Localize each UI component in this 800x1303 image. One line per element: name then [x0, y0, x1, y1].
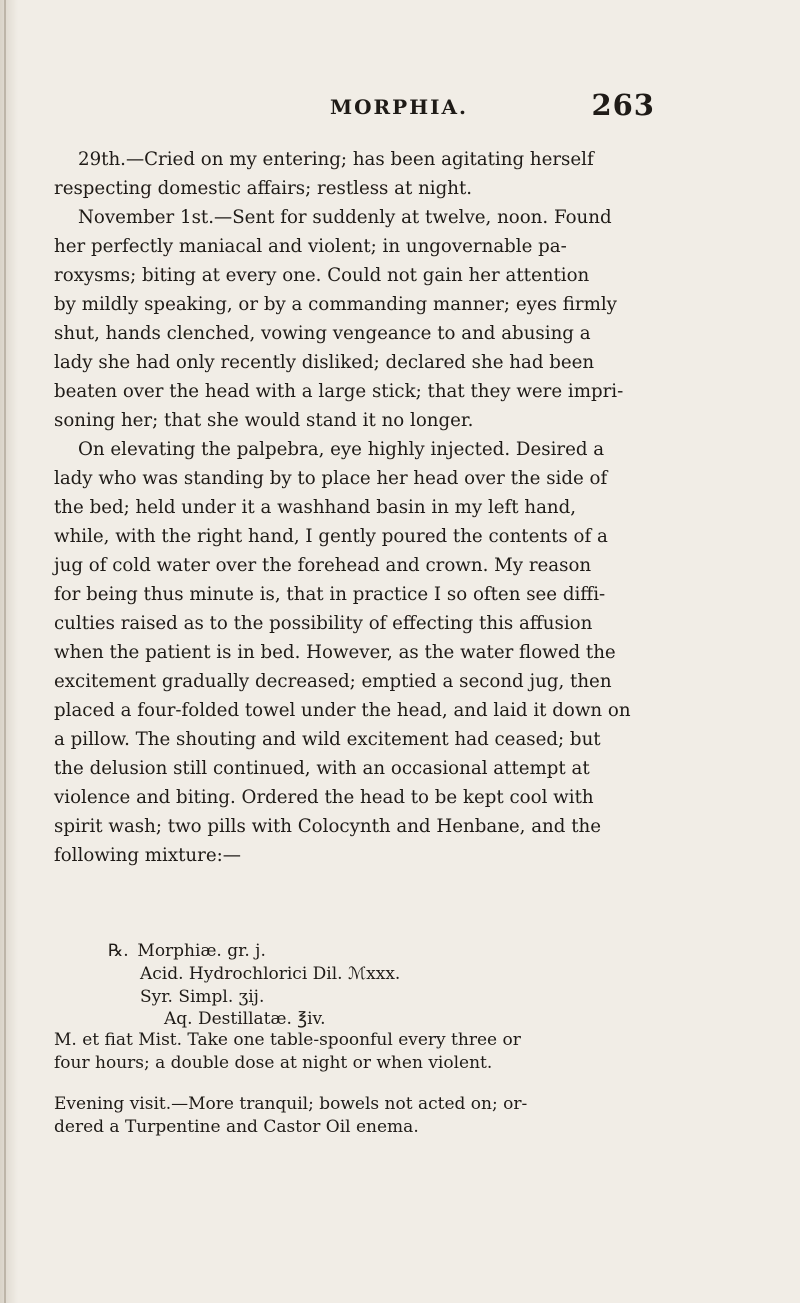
prescription-item: Morphiæ. gr. j.: [137, 941, 266, 961]
page-number: 263: [591, 88, 655, 122]
prescription-item: Syr. Simpl. ʒij.: [140, 986, 265, 1007]
prescription-item: Aq. Destillatæ. ℥iv.: [164, 1009, 326, 1030]
text-line: the bed; held under it a washhand basin in my left hand,: [54, 497, 577, 518]
prescription: [108, 940, 608, 1031]
text-line: excitement gradually decreased; emptied a second jug, then: [54, 671, 612, 692]
evening-line: dered a Turpentine and Castor Oil enema.: [54, 1117, 419, 1137]
page-header: [0, 88, 800, 125]
text-line: lady who was standing by to place her head over the side of: [54, 468, 608, 489]
page-gutter: [0, 0, 18, 1303]
text-line: while, with the right hand, I gently poured the contents of a: [54, 526, 608, 547]
text-line: following mixture:—: [54, 845, 241, 866]
directions-line: M. et fiat Mist. Take one table-spoonful every three or: [54, 1030, 521, 1050]
text-line: the delusion still continued, with an occasional attempt at: [54, 758, 590, 779]
text-line: lady she had only recently disliked; declared she had been: [54, 352, 595, 373]
running-head: MORPHIA.: [330, 95, 468, 119]
prescription-directions: [54, 1029, 654, 1075]
evening-visit-note: [54, 1093, 654, 1139]
text-line: 29th.—Cried on my entering; has been agitating herself: [78, 149, 594, 170]
rx-symbol: ℞.: [108, 941, 129, 961]
evening-line: Evening visit.—More tranquil; bowels not acted on; or-: [54, 1094, 528, 1114]
text-line: respecting domestic affairs; restless at night.: [54, 178, 473, 199]
text-line: spirit wash; two pills with Colocynth and Henbane, and the: [54, 816, 601, 837]
text-line: shut, hands clenched, vowing vengeance to and abusing a: [54, 323, 591, 344]
body-text: [54, 145, 654, 870]
text-line: violence and biting. Ordered the head to be kept cool with: [54, 787, 594, 808]
text-line: a pillow. The shouting and wild excitement had ceased; but: [54, 729, 601, 750]
text-line: November 1st.—Sent for suddenly at twelve, noon. Found: [78, 207, 612, 228]
text-line: culties raised as to the possibility of effecting this affusion: [54, 613, 593, 634]
text-line: On elevating the palpebra, eye highly injected. Desired a: [78, 439, 605, 460]
text-line: placed a four-folded towel under the head, and laid it down on: [54, 700, 631, 721]
text-line: soning her; that she would stand it no longer.: [54, 410, 474, 431]
text-line: her perfectly maniacal and violent; in ungovernable pa-: [54, 236, 567, 257]
text-line: for being thus minute is, that in practice I so often see diffi-: [54, 584, 606, 605]
text-line: jug of cold water over the forehead and crown. My reason: [54, 555, 592, 576]
text-line: beaten over the head with a large stick; that they were impri-: [54, 381, 624, 402]
text-line: when the patient is in bed. However, as the water flowed the: [54, 642, 616, 663]
prescription-line: [108, 940, 608, 963]
directions-line: four hours; a double dose at night or when violent.: [54, 1053, 493, 1073]
text-line: by mildly speaking, or by a commanding manner; eyes firmly: [54, 294, 617, 315]
prescription-item: Acid. Hydrochlorici Dil. ℳxxx.: [140, 963, 401, 984]
text-line: roxysms; biting at every one. Could not gain her attention: [54, 265, 590, 286]
binding-edge: [4, 0, 6, 1303]
